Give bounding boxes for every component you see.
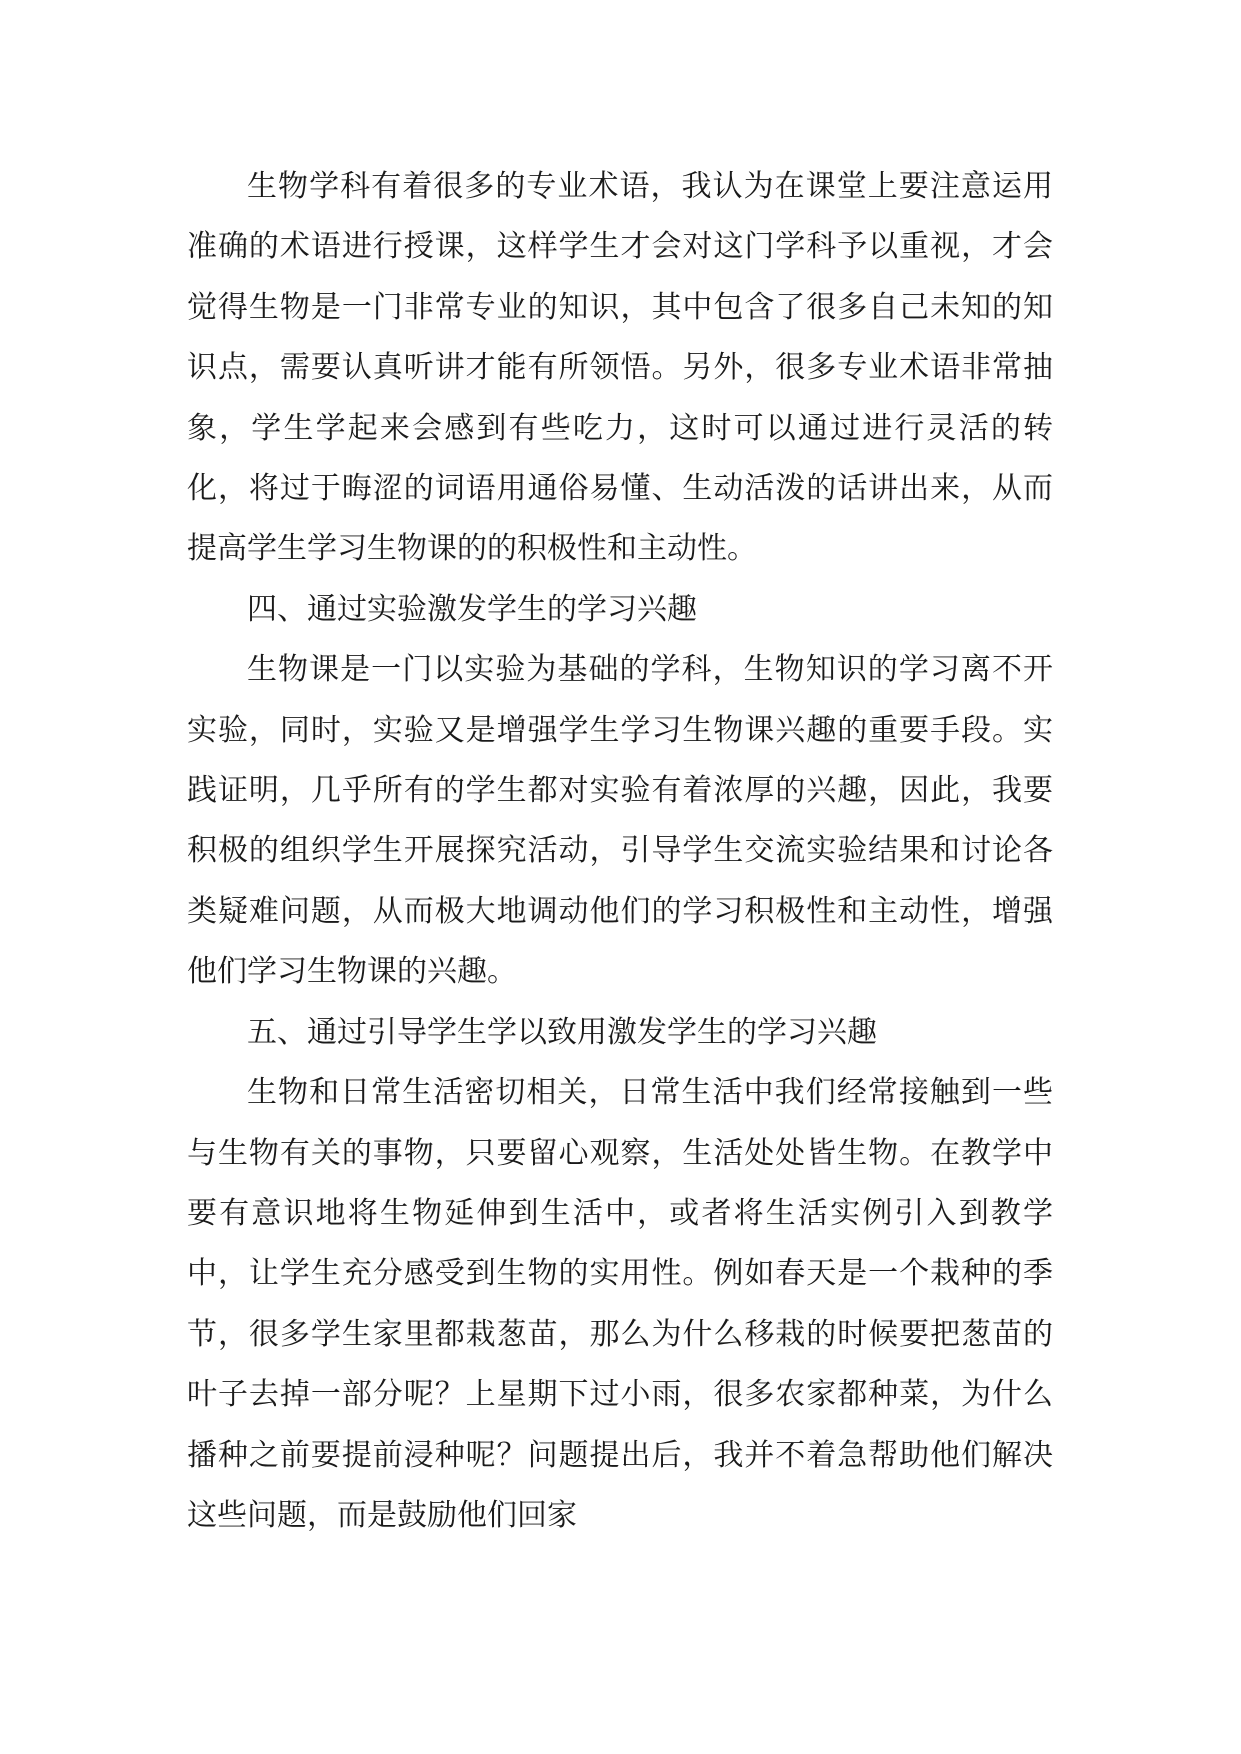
paragraph-terminology: 生物学科有着很多的专业术语，我认为在课堂上要注意运用准确的术语进行授课，这样学生才会对这门学科予以重视，才会觉得生物是一门非常专业的知识，其中包含了很多自己未知的知识点，需要认真听讲才能有所领悟。另外，很多专业术语非常抽象，学生学起来会感到有些吃力，这时可以通过进行灵活的转化，将过于晦涩的词语用通俗易懂、生动活泼的话讲出来，从而提高学生学习生物课的的积极性和主动性。 xyxy=(187,169,1053,567)
paragraph-experiments: 生物课是一门以实验为基础的学科，生物知识的学习离不开实验，同时，实验又是增强学生学习生物课兴趣的重要手段。实践证明，几乎所有的学生都对实验有着浓厚的兴趣，因此，我要积极的组织学生开展探究活动，引导学生交流实验结果和讨论各类疑难问题，从而极大地调动他们的学习积极性和主动性，增强他们学习生物课的兴趣。 xyxy=(187,652,1053,990)
section-heading-five: 五、通过引导学生学以致用激发学生的学习兴趣 xyxy=(247,1014,877,1050)
document-body xyxy=(187,157,1053,1546)
paragraph-daily-life: 生物和日常生活密切相关，日常生活中我们经常接触到一些与生物有关的事物，只要留心观察，生活处处皆生物。在教学中要有意识地将生物延伸到生活中，或者将生活实例引入到教学中，让学生充分感受到生物的实用性。例如春天是一个栽种的季节，很多学生家里都栽葱苗，那么为什么移栽的时候要把葱苗的叶子去掉一部分呢？上星期下过小雨，很多农家都种菜，为什么播种之前要提前浸种呢？问题提出后，我并不着急帮助他们解决这些问题，而是鼓励他们回家 xyxy=(187,1075,1053,1533)
section-heading-four: 四、通过实验激发学生的学习兴趣 xyxy=(247,591,697,627)
